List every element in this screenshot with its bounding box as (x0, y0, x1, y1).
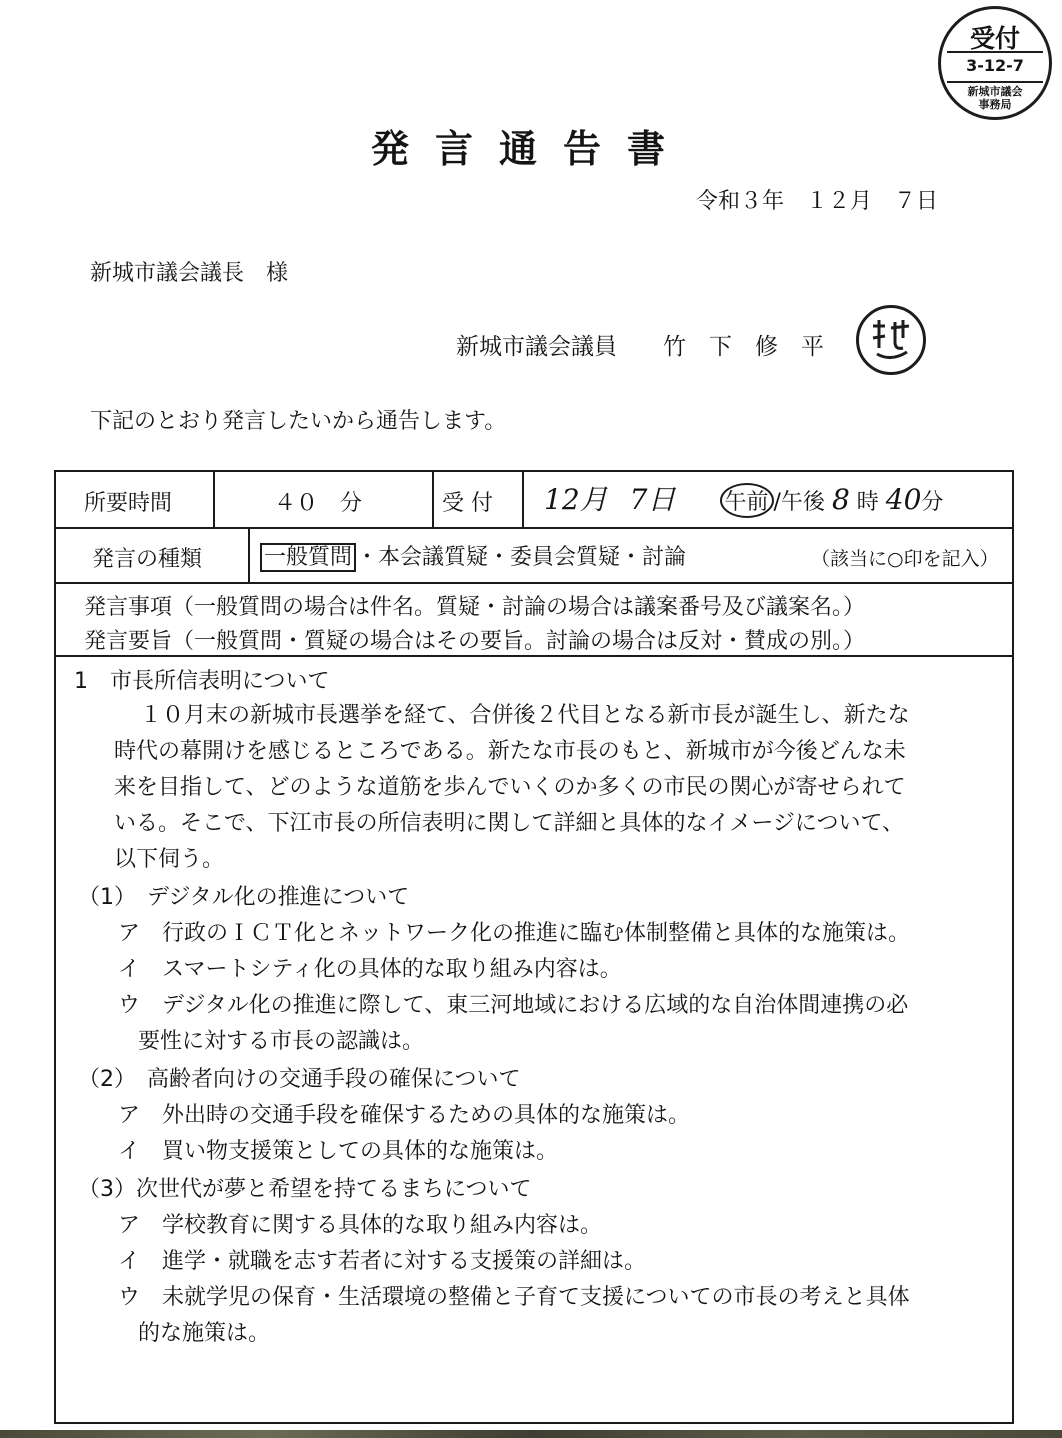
content-line: （1） デジタル化の推進について (78, 885, 410, 910)
type-selected: 一般質問 (260, 543, 356, 572)
content-line: イ 買い物支援策としての具体的な施策は。 (118, 1139, 559, 1164)
recipient: 新城市議会議長 様 (90, 261, 289, 286)
notice-table (54, 470, 1014, 1424)
summary-line: 発言要旨（一般質問・質疑の場合はその要旨。討論の場合は反対・賛成の別。） (84, 629, 866, 654)
content-line: イ スマートシティ化の具体的な取り組み内容は。 (118, 957, 622, 982)
received-label: 受 付 (442, 491, 493, 516)
received-time: 12月 7日 午前 /午後 8 時 40分 (544, 483, 944, 516)
content-line: 来を目指して、どのような道筋を歩んでいくのか多くの市民の関心が寄せられて (114, 775, 906, 800)
content-line: （2） 高齢者向けの交通手段の確保について (78, 1067, 521, 1092)
content-line: ウ デジタル化の推進に際して、東三河地域における広域的な自治体間連携の必 (118, 993, 909, 1018)
am-circled: 午前 (720, 483, 774, 518)
stamp-label: 受付 (969, 24, 1020, 53)
content-line: １０月末の新城市長選挙を経て、合併後２代目となる新市長が誕生し、新たな (118, 703, 910, 728)
content-line: イ 進学・就職を志す若者に対する支援策の詳細は。 (118, 1249, 647, 1274)
type-note: （該当に○印を記入） (811, 548, 999, 570)
content-line: ア 外出時の交通手段を確保するための具体的な施策は。 (118, 1103, 691, 1128)
duration-label: 所要時間 (84, 491, 173, 516)
matter-line: 発言事項（一般質問の場合は件名。質疑・討論の場合は議案番号及び議案名。） (84, 595, 866, 620)
personal-seal (856, 305, 926, 375)
content-line: 的な施策は。 (138, 1321, 271, 1346)
content-line: いる。そこで、下江市長の所信表明に関して詳細と具体的なイメージについて、 (114, 811, 905, 836)
intro-text: 下記のとおり発言したいから通告します。 (90, 409, 507, 434)
duration-value: ４０ 分 (274, 491, 363, 516)
content-line: ア 学校教育に関する具体的な取り組み内容は。 (118, 1213, 603, 1238)
type-options: 一般質問 ・本会議質疑・委員会質疑・討論 (260, 540, 686, 571)
stamp-org: 新城市議会 事務局 (967, 85, 1023, 111)
content-line: ア 行政のＩＣＴ化とネットワーク化の推進に臨む体制整備と具体的な施策は。 (118, 921, 911, 946)
document-title: 発言通告書 (370, 127, 691, 171)
sender-role: 新城市議会議員 (456, 334, 617, 360)
sender-name: 竹 下 修 平 (663, 334, 824, 360)
content-line: 要性に対する市長の認識は。 (138, 1029, 425, 1054)
type-label: 発言の種類 (92, 547, 203, 572)
stamp-date: 3-12-7 (966, 56, 1024, 75)
content-line: （3）次世代が夢と希望を持てるまちについて (78, 1177, 532, 1202)
sender (456, 328, 824, 361)
scan-edge (0, 1430, 1062, 1438)
content-line: 1 市長所信表明について (74, 669, 330, 694)
seal-glyph-icon (859, 308, 923, 372)
content-line: 以下伺う。 (114, 847, 225, 872)
content-line: ウ 未就学児の保育・生活環境の整備と子育て支援についての市長の考えと具体 (118, 1285, 910, 1310)
received-stamp (938, 6, 1052, 120)
document-date: 令和３年 １２月 ７日 (696, 189, 939, 214)
content-line: 時代の幕開けを感じるところである。新たな市長のもと、新城市が今後どんな未 (114, 739, 906, 764)
